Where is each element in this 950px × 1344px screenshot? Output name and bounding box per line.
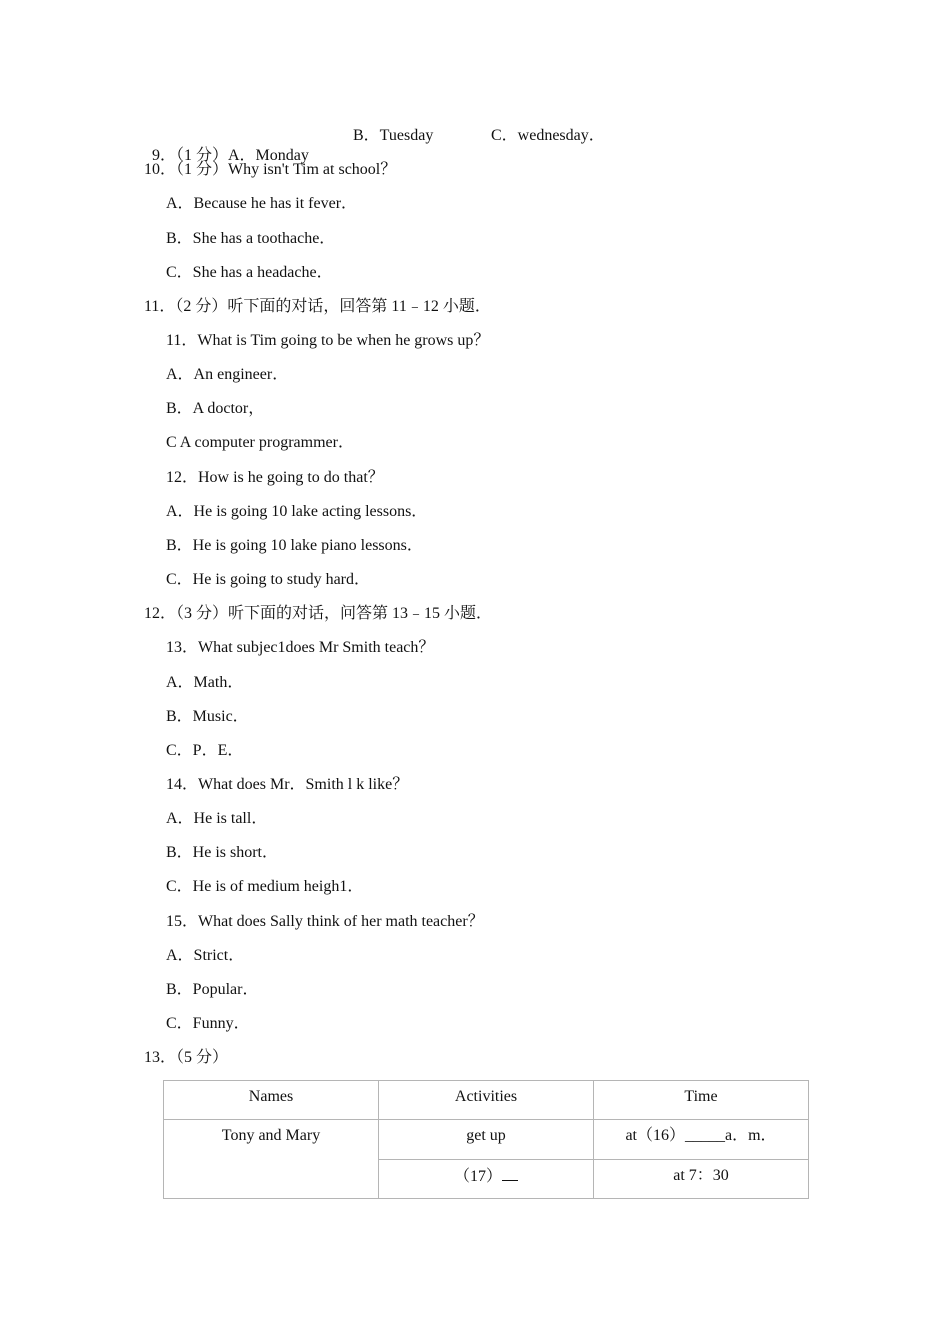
question-10-option-b: B．She has a toothache． [166,230,336,247]
blank-17-label: （17） [453,1168,502,1185]
question-9-stem-option-a: 9．（1 分）A．Monday [152,147,309,164]
table-header-names: Names [164,1081,379,1120]
question-13-option-a: A．Math． [166,674,244,691]
table-header-time: Time [594,1081,809,1120]
question-13-stem: 13．What subjec1does Mr Smith teach？ [166,639,435,656]
question-11-option-c: C A computer programmer． [166,434,354,451]
question-11-stem: 11．What is Tim going to be when he grows up？ [166,332,490,349]
table-row [164,1120,809,1160]
question-14-option-b: B．He is short． [166,844,279,861]
question-15-option-a: A．Strict． [166,947,245,964]
question-10-option-c: C．She has a headache． [166,264,333,281]
answer-blank [502,1166,518,1181]
question-9-option-b: B．Tuesday [353,127,434,144]
section-12-heading: 12．（3 分）听下面的对话，问答第 13﹣15 小题． [144,605,493,622]
question-15-stem: 15．What does Sally think of her math teacher？ [166,913,484,930]
schedule-table [163,1080,809,1199]
question-11-option-b: B．A doctor， [166,400,265,417]
question-12-option-a: A．He is going 10 lake acting lessons． [166,503,428,520]
question-14-option-c: C．He is of medium heigh1． [166,878,364,895]
question-12-stem: 12．How is he going to do that？ [166,469,384,486]
question-12-option-c: C．He is going to study hard． [166,571,370,588]
question-15-option-c: C．Funny． [166,1015,250,1032]
question-9-option-c: C．wednesday． [491,127,605,144]
question-10-option-a: A．Because he has it fever． [166,195,358,212]
table-cell-activity [379,1160,594,1199]
question-13-option-c: C．P．E． [166,742,244,759]
question-15-option-b: B．Popular． [166,981,259,998]
question-13-option-b: B．Music． [166,708,249,725]
table-cell-names: Tony and Mary [164,1120,379,1199]
table-header-row [164,1081,809,1120]
question-12-option-b: B．He is going 10 lake piano lessons． [166,537,423,554]
table-header-activities: Activities [379,1081,594,1120]
table-cell-time: at 7：30 [594,1160,809,1199]
table-cell-activity: get up [379,1120,594,1160]
table-cell-time: at（16）_____a．m． [594,1120,809,1160]
question-14-stem: 14．What does Mr．Smith l k like？ [166,776,409,793]
section-11-heading: 11．（2 分）听下面的对话，回答第 11﹣12 小题． [144,298,491,315]
question-14-option-a: A．He is tall． [166,810,268,827]
section-13-heading: 13．（5 分） [144,1049,229,1066]
question-11-option-a: A．An engineer． [166,366,289,383]
question-10-stem: 10．（1 分）Why isn't Tim at school？ [144,161,397,178]
